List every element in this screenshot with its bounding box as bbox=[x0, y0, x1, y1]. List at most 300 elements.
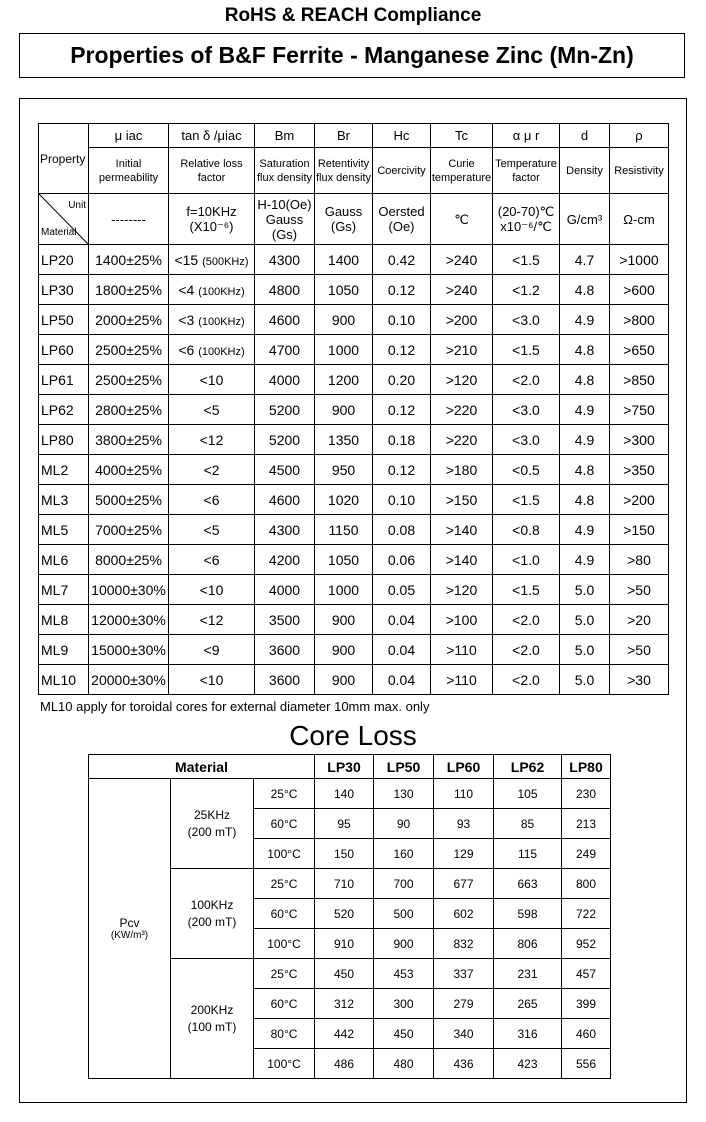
column-symbol: μ iac bbox=[89, 124, 169, 148]
value-mu: 12000±30% bbox=[89, 605, 169, 635]
value-d: 4.9 bbox=[560, 305, 610, 335]
page-title bbox=[19, 33, 685, 78]
value-d: 4.8 bbox=[560, 485, 610, 515]
value-br: 900 bbox=[315, 665, 373, 695]
value-rho: >80 bbox=[610, 545, 669, 575]
core-loss-value: 677 bbox=[434, 869, 494, 899]
value-hc: 0.04 bbox=[373, 665, 431, 695]
value-hc: 0.42 bbox=[373, 245, 431, 275]
material-name: LP20 bbox=[39, 245, 89, 275]
value-hc: 0.10 bbox=[373, 305, 431, 335]
value-mu: 2500±25% bbox=[89, 335, 169, 365]
loss-factor-cell bbox=[169, 635, 255, 665]
material-name: ML7 bbox=[39, 575, 89, 605]
loss-factor-cell bbox=[169, 275, 255, 305]
column-symbol: Bm bbox=[255, 124, 315, 148]
table-row bbox=[39, 485, 669, 515]
value-rho: >150 bbox=[610, 515, 669, 545]
value-alpha: <1.5 bbox=[493, 335, 560, 365]
value-rho: >750 bbox=[610, 395, 669, 425]
core-loss-value: 265 bbox=[494, 989, 562, 1019]
loss-factor-value: <12 bbox=[199, 431, 224, 448]
column-description: Resistivity bbox=[610, 148, 669, 194]
core-loss-value: 110 bbox=[434, 779, 494, 809]
material-name: ML6 bbox=[39, 545, 89, 575]
value-d: 5.0 bbox=[560, 665, 610, 695]
page-title-text: Properties of B&F Ferrite - Manganese Zinc (Mn-Zn) bbox=[70, 42, 634, 68]
frequency-cell bbox=[171, 959, 254, 1079]
core-loss-value: 129 bbox=[434, 839, 494, 869]
value-br: 1150 bbox=[315, 515, 373, 545]
value-rho: >20 bbox=[610, 605, 669, 635]
column-unit: H-10(Oe) Gauss (Gs) bbox=[255, 194, 315, 245]
value-bm: 4000 bbox=[255, 575, 315, 605]
core-loss-value: 450 bbox=[315, 959, 374, 989]
core-loss-value: 337 bbox=[434, 959, 494, 989]
value-bm: 3600 bbox=[255, 635, 315, 665]
column-symbol: Tc bbox=[431, 124, 493, 148]
value-bm: 4000 bbox=[255, 365, 315, 395]
value-alpha: <2.0 bbox=[493, 635, 560, 665]
loss-factor-value: <9 bbox=[203, 641, 220, 658]
core-loss-value: 722 bbox=[562, 899, 611, 929]
column-unit: Oersted (Oe) bbox=[373, 194, 431, 245]
value-d: 5.0 bbox=[560, 635, 610, 665]
value-hc: 0.20 bbox=[373, 365, 431, 395]
value-alpha: <3.0 bbox=[493, 395, 560, 425]
loss-factor-frequency: (100KHz) bbox=[198, 345, 245, 358]
loss-factor-value: <10 bbox=[199, 581, 224, 598]
loss-factor-frequency: (100KHz) bbox=[198, 315, 245, 328]
loss-factor-cell bbox=[169, 305, 255, 335]
temperature-cell: 25°C bbox=[254, 869, 315, 899]
material-name: ML3 bbox=[39, 485, 89, 515]
loss-factor-value: <6 bbox=[203, 491, 220, 508]
value-tc: >220 bbox=[431, 425, 493, 455]
value-br: 1050 bbox=[315, 275, 373, 305]
temperature-cell: 100°C bbox=[254, 839, 315, 869]
core-loss-value: 910 bbox=[315, 929, 374, 959]
table-row bbox=[39, 335, 669, 365]
loss-factor-value: <6 bbox=[178, 341, 195, 358]
table-row bbox=[39, 635, 669, 665]
core-loss-value: 460 bbox=[562, 1019, 611, 1049]
value-d: 4.8 bbox=[560, 335, 610, 365]
value-mu: 1400±25% bbox=[89, 245, 169, 275]
loss-factor-value: <10 bbox=[199, 371, 224, 388]
core-loss-value: 952 bbox=[562, 929, 611, 959]
core-loss-value: 130 bbox=[374, 779, 434, 809]
value-bm: 3500 bbox=[255, 605, 315, 635]
column-description: Coercivity bbox=[373, 148, 431, 194]
column-description: Saturation flux density bbox=[255, 148, 315, 194]
value-tc: >100 bbox=[431, 605, 493, 635]
core-loss-value: 90 bbox=[374, 809, 434, 839]
value-br: 1020 bbox=[315, 485, 373, 515]
table-row bbox=[39, 545, 669, 575]
value-tc: >240 bbox=[431, 275, 493, 305]
value-mu: 1800±25% bbox=[89, 275, 169, 305]
value-br: 950 bbox=[315, 455, 373, 485]
table-row bbox=[39, 665, 669, 695]
value-br: 1050 bbox=[315, 545, 373, 575]
material-column-header: LP30 bbox=[315, 755, 374, 779]
core-loss-value: 442 bbox=[315, 1019, 374, 1049]
core-loss-table bbox=[88, 754, 611, 1079]
table-row bbox=[39, 425, 669, 455]
compliance-heading: RoHS & REACH Compliance bbox=[224, 5, 482, 26]
value-bm: 4700 bbox=[255, 335, 315, 365]
core-loss-value: 556 bbox=[562, 1049, 611, 1079]
value-tc: >240 bbox=[431, 245, 493, 275]
column-description: Initial permeability bbox=[89, 148, 169, 194]
core-loss-value: 486 bbox=[315, 1049, 374, 1079]
value-bm: 4200 bbox=[255, 545, 315, 575]
flux-density-label: (200 mT) bbox=[187, 914, 237, 929]
material-name: LP61 bbox=[39, 365, 89, 395]
table-row bbox=[39, 575, 669, 605]
value-tc: >120 bbox=[431, 575, 493, 605]
value-tc: >140 bbox=[431, 545, 493, 575]
temperature-cell: 100°C bbox=[254, 929, 315, 959]
value-hc: 0.12 bbox=[373, 455, 431, 485]
core-loss-title: Core Loss bbox=[289, 720, 417, 751]
pcv-label: Pcv bbox=[119, 916, 140, 930]
core-loss-value: 800 bbox=[562, 869, 611, 899]
footnote: ML10 apply for toroidal cores for external diameter 10mm max. only bbox=[40, 699, 430, 714]
value-rho: >300 bbox=[610, 425, 669, 455]
core-loss-value: 279 bbox=[434, 989, 494, 1019]
unit-row bbox=[39, 194, 669, 245]
column-symbol: d bbox=[560, 124, 610, 148]
material-name: ML10 bbox=[39, 665, 89, 695]
symbol-row bbox=[39, 124, 669, 148]
core-loss-value: 231 bbox=[494, 959, 562, 989]
core-loss-value: 450 bbox=[374, 1019, 434, 1049]
value-bm: 4600 bbox=[255, 305, 315, 335]
material-name: LP30 bbox=[39, 275, 89, 305]
column-unit: (20-70)℃ x10⁻⁶/℃ bbox=[493, 194, 560, 245]
loss-factor-cell bbox=[169, 515, 255, 545]
value-hc: 0.12 bbox=[373, 395, 431, 425]
temperature-cell: 100°C bbox=[254, 1049, 315, 1079]
core-loss-value: 160 bbox=[374, 839, 434, 869]
value-alpha: <2.0 bbox=[493, 665, 560, 695]
loss-factor-cell bbox=[169, 395, 255, 425]
core-loss-value: 663 bbox=[494, 869, 562, 899]
core-loss-value: 140 bbox=[315, 779, 374, 809]
value-mu: 2000±25% bbox=[89, 305, 169, 335]
value-mu: 15000±30% bbox=[89, 635, 169, 665]
value-mu: 10000±30% bbox=[89, 575, 169, 605]
column-description: Retentivity flux density bbox=[315, 148, 373, 194]
properties-table bbox=[38, 123, 669, 695]
value-rho: >650 bbox=[610, 335, 669, 365]
value-tc: >150 bbox=[431, 485, 493, 515]
core-loss-value: 806 bbox=[494, 929, 562, 959]
temperature-cell: 80°C bbox=[254, 1019, 315, 1049]
value-hc: 0.12 bbox=[373, 275, 431, 305]
value-alpha: <1.0 bbox=[493, 545, 560, 575]
core-loss-value: 399 bbox=[562, 989, 611, 1019]
column-symbol: ρ bbox=[610, 124, 669, 148]
value-mu: 7000±25% bbox=[89, 515, 169, 545]
value-hc: 0.10 bbox=[373, 485, 431, 515]
core-loss-value: 105 bbox=[494, 779, 562, 809]
value-mu: 2500±25% bbox=[89, 365, 169, 395]
value-rho: >350 bbox=[610, 455, 669, 485]
value-mu: 3800±25% bbox=[89, 425, 169, 455]
loss-factor-value: <15 bbox=[174, 251, 199, 268]
material-column-header: LP80 bbox=[562, 755, 611, 779]
value-br: 900 bbox=[315, 605, 373, 635]
value-tc: >110 bbox=[431, 665, 493, 695]
value-br: 900 bbox=[315, 305, 373, 335]
flux-density-label: (100 mT) bbox=[187, 1019, 237, 1034]
value-d: 4.9 bbox=[560, 395, 610, 425]
temperature-cell: 25°C bbox=[254, 779, 315, 809]
material-name: LP50 bbox=[39, 305, 89, 335]
loss-factor-value: <5 bbox=[203, 401, 220, 418]
loss-factor-frequency: (100KHz) bbox=[198, 285, 245, 298]
pcv-unit: (KW/m³) bbox=[110, 930, 149, 941]
core-loss-value: 312 bbox=[315, 989, 374, 1019]
value-tc: >140 bbox=[431, 515, 493, 545]
value-alpha: <0.5 bbox=[493, 455, 560, 485]
core-loss-value: 700 bbox=[374, 869, 434, 899]
loss-factor-value: <3 bbox=[178, 311, 195, 328]
value-tc: >200 bbox=[431, 305, 493, 335]
material-name: LP60 bbox=[39, 335, 89, 365]
value-rho: >50 bbox=[610, 635, 669, 665]
column-unit: f=10KHz (X10⁻⁶) bbox=[169, 194, 255, 245]
value-br: 1200 bbox=[315, 365, 373, 395]
core-loss-value: 480 bbox=[374, 1049, 434, 1079]
loss-factor-cell bbox=[169, 335, 255, 365]
temperature-cell: 60°C bbox=[254, 899, 315, 929]
loss-factor-cell bbox=[169, 365, 255, 395]
value-d: 4.9 bbox=[560, 515, 610, 545]
value-alpha: <2.0 bbox=[493, 605, 560, 635]
value-d: 5.0 bbox=[560, 575, 610, 605]
value-br: 1000 bbox=[315, 575, 373, 605]
value-alpha: <1.2 bbox=[493, 275, 560, 305]
loss-factor-value: <2 bbox=[203, 461, 220, 478]
material-name: LP62 bbox=[39, 395, 89, 425]
frequency-cell bbox=[171, 779, 254, 869]
value-bm: 3600 bbox=[255, 665, 315, 695]
value-alpha: <3.0 bbox=[493, 425, 560, 455]
core-loss-value: 300 bbox=[374, 989, 434, 1019]
value-br: 900 bbox=[315, 635, 373, 665]
material-name: ML2 bbox=[39, 455, 89, 485]
core-loss-value: 520 bbox=[315, 899, 374, 929]
flux-density-label: (200 mT) bbox=[187, 824, 237, 839]
value-d: 4.7 bbox=[560, 245, 610, 275]
loss-factor-cell bbox=[169, 485, 255, 515]
temperature-cell: 60°C bbox=[254, 989, 315, 1019]
column-unit: G/cm³ bbox=[560, 194, 610, 245]
value-alpha: <2.0 bbox=[493, 365, 560, 395]
temperature-cell: 25°C bbox=[254, 959, 315, 989]
value-mu: 4000±25% bbox=[89, 455, 169, 485]
column-description: Temperature factor bbox=[493, 148, 560, 194]
core-loss-value: 93 bbox=[434, 809, 494, 839]
value-rho: >1000 bbox=[610, 245, 669, 275]
loss-factor-frequency: (500KHz) bbox=[202, 255, 249, 268]
core-loss-value: 453 bbox=[374, 959, 434, 989]
value-tc: >210 bbox=[431, 335, 493, 365]
core-loss-value: 500 bbox=[374, 899, 434, 929]
value-rho: >50 bbox=[610, 575, 669, 605]
material-name: ML9 bbox=[39, 635, 89, 665]
material-name: ML5 bbox=[39, 515, 89, 545]
frequency-label: 200KHz bbox=[190, 1002, 234, 1017]
value-hc: 0.05 bbox=[373, 575, 431, 605]
core-loss-value: 213 bbox=[562, 809, 611, 839]
column-description: Density bbox=[560, 148, 610, 194]
value-hc: 0.12 bbox=[373, 335, 431, 365]
material-column-header: LP60 bbox=[434, 755, 494, 779]
column-description: Curie temperature bbox=[431, 148, 493, 194]
loss-factor-value: <4 bbox=[178, 281, 195, 298]
loss-factor-value: <5 bbox=[203, 521, 220, 538]
column-symbol: Br bbox=[315, 124, 373, 148]
unit-material-corner bbox=[39, 194, 89, 245]
core-loss-value: 436 bbox=[434, 1049, 494, 1079]
column-symbol: α μ r bbox=[493, 124, 560, 148]
loss-factor-cell bbox=[169, 245, 255, 275]
value-tc: >110 bbox=[431, 635, 493, 665]
table-row bbox=[39, 605, 669, 635]
material-column-header: LP50 bbox=[374, 755, 434, 779]
value-alpha: <1.5 bbox=[493, 245, 560, 275]
frequency-label: 25KHz bbox=[193, 807, 231, 822]
value-rho: >850 bbox=[610, 365, 669, 395]
value-rho: >200 bbox=[610, 485, 669, 515]
value-tc: >120 bbox=[431, 365, 493, 395]
value-br: 1350 bbox=[315, 425, 373, 455]
unit-label: Unit bbox=[68, 200, 86, 211]
column-symbol: tan δ /μiac bbox=[169, 124, 255, 148]
core-loss-value: 249 bbox=[562, 839, 611, 869]
table-row bbox=[39, 515, 669, 545]
value-br: 900 bbox=[315, 395, 373, 425]
frequency-label: 100KHz bbox=[190, 897, 234, 912]
value-d: 4.8 bbox=[560, 455, 610, 485]
value-alpha: <1.5 bbox=[493, 485, 560, 515]
value-mu: 5000±25% bbox=[89, 485, 169, 515]
table-row bbox=[39, 455, 669, 485]
description-row bbox=[39, 148, 669, 194]
loss-factor-cell bbox=[169, 425, 255, 455]
value-d: 4.9 bbox=[560, 545, 610, 575]
core-loss-value: 900 bbox=[374, 929, 434, 959]
value-mu: 8000±25% bbox=[89, 545, 169, 575]
value-bm: 4800 bbox=[255, 275, 315, 305]
loss-factor-cell bbox=[169, 605, 255, 635]
core-loss-value: 230 bbox=[562, 779, 611, 809]
core-loss-value: 95 bbox=[315, 809, 374, 839]
value-rho: >800 bbox=[610, 305, 669, 335]
value-d: 4.8 bbox=[560, 275, 610, 305]
loss-factor-value: <6 bbox=[203, 551, 220, 568]
loss-factor-cell bbox=[169, 545, 255, 575]
column-unit: -------- bbox=[89, 194, 169, 245]
value-br: 1000 bbox=[315, 335, 373, 365]
value-mu: 20000±30% bbox=[89, 665, 169, 695]
loss-factor-value: <12 bbox=[199, 611, 224, 628]
value-tc: >180 bbox=[431, 455, 493, 485]
value-bm: 5200 bbox=[255, 425, 315, 455]
core-loss-value: 316 bbox=[494, 1019, 562, 1049]
temperature-cell: 60°C bbox=[254, 809, 315, 839]
value-d: 5.0 bbox=[560, 605, 610, 635]
value-bm: 4300 bbox=[255, 515, 315, 545]
property-label: Property bbox=[39, 124, 89, 194]
material-name: LP80 bbox=[39, 425, 89, 455]
core-loss-value: 457 bbox=[562, 959, 611, 989]
table-row bbox=[39, 245, 669, 275]
core-loss-value: 340 bbox=[434, 1019, 494, 1049]
core-loss-value: 423 bbox=[494, 1049, 562, 1079]
column-unit: ℃ bbox=[431, 194, 493, 245]
value-bm: 4600 bbox=[255, 485, 315, 515]
value-rho: >30 bbox=[610, 665, 669, 695]
core-loss-value: 115 bbox=[494, 839, 562, 869]
loss-factor-value: <10 bbox=[199, 671, 224, 688]
material-name: ML8 bbox=[39, 605, 89, 635]
core-loss-header-row bbox=[89, 755, 611, 779]
core-loss-value: 85 bbox=[494, 809, 562, 839]
core-loss-value: 710 bbox=[315, 869, 374, 899]
value-bm: 4300 bbox=[255, 245, 315, 275]
column-description: Relative loss factor bbox=[169, 148, 255, 194]
core-loss-value: 602 bbox=[434, 899, 494, 929]
value-alpha: <3.0 bbox=[493, 305, 560, 335]
column-unit: Gauss (Gs) bbox=[315, 194, 373, 245]
core-loss-value: 150 bbox=[315, 839, 374, 869]
column-unit: Ω-cm bbox=[610, 194, 669, 245]
value-d: 4.8 bbox=[560, 365, 610, 395]
value-hc: 0.18 bbox=[373, 425, 431, 455]
table-row bbox=[39, 365, 669, 395]
loss-factor-cell bbox=[169, 665, 255, 695]
value-rho: >600 bbox=[610, 275, 669, 305]
table-row bbox=[39, 395, 669, 425]
value-bm: 4500 bbox=[255, 455, 315, 485]
material-column-header: LP62 bbox=[494, 755, 562, 779]
column-symbol: Hc bbox=[373, 124, 431, 148]
value-bm: 5200 bbox=[255, 395, 315, 425]
loss-factor-cell bbox=[169, 575, 255, 605]
pcv-label-cell bbox=[89, 779, 171, 1079]
value-alpha: <1.5 bbox=[493, 575, 560, 605]
value-mu: 2800±25% bbox=[89, 395, 169, 425]
value-tc: >220 bbox=[431, 395, 493, 425]
table-row bbox=[89, 779, 611, 809]
table-row bbox=[39, 275, 669, 305]
material-label: Material bbox=[41, 227, 77, 238]
core-loss-value: 598 bbox=[494, 899, 562, 929]
value-hc: 0.08 bbox=[373, 515, 431, 545]
loss-factor-cell bbox=[169, 455, 255, 485]
value-alpha: <0.8 bbox=[493, 515, 560, 545]
frequency-cell bbox=[171, 869, 254, 959]
core-loss-value: 832 bbox=[434, 929, 494, 959]
table-row bbox=[39, 305, 669, 335]
value-hc: 0.04 bbox=[373, 635, 431, 665]
